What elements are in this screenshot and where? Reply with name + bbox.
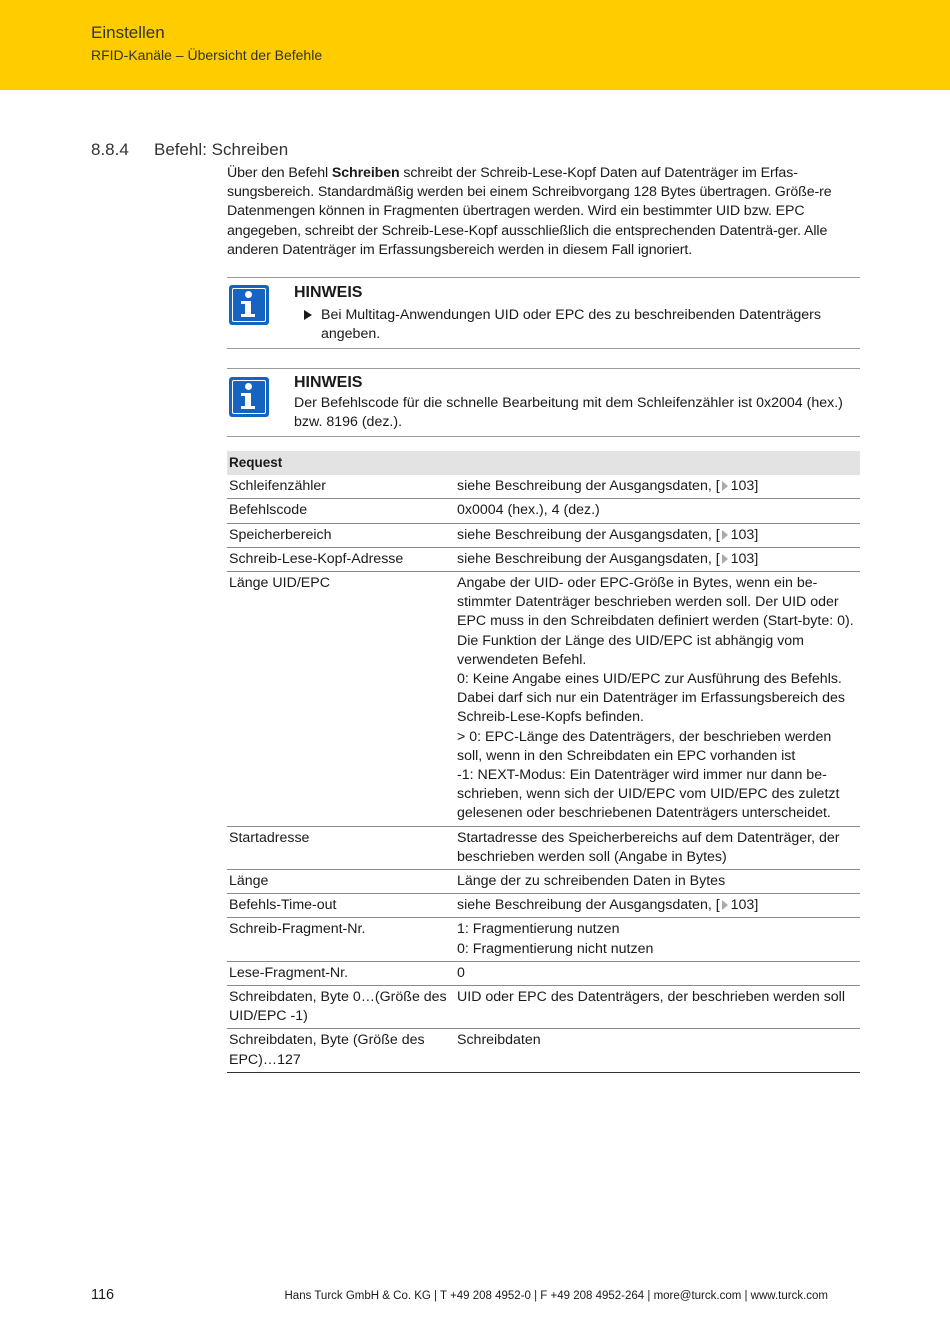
table-header: Request <box>227 451 860 475</box>
row-value-text: siehe Beschreibung der Ausgangsdaten, [ <box>457 550 720 567</box>
page-ref-arrow-icon <box>722 530 728 540</box>
row-value <box>453 499 860 523</box>
row-value-line: 0: Keine Angabe eines UID/EPC zur Ausführung des Befehls. Dabei darf sich nur ein Datenträger im Erfassungsbereich des Schreib-Lese-Kopfs befinden. <box>457 671 845 726</box>
footer-company: Hans Turck GmbH & Co. KG | T +49 208 4952-0 | F +49 208 4952-264 | more@turck.com | www.turck.com <box>284 1290 828 1302</box>
row-value-line: Länge der zu schreibenden Daten in Bytes <box>457 873 726 890</box>
bullet-arrow-icon <box>304 310 312 320</box>
row-label: Schleifenzähler <box>227 475 453 499</box>
row-label: Befehls-Time-out <box>227 894 453 918</box>
row-value-text: siehe Beschreibung der Ausgangsdaten, [ <box>457 897 720 914</box>
page-ref-link[interactable]: 103 <box>730 526 755 543</box>
row-value-line: -1: NEXT-Modus: Ein Datenträger wird immer nur dann be-schrieben, wenn sich der UID/EPC vom UID/EPC des zuletzt gelesenen oder beschriebenen Datenträgers unterscheidet. <box>457 767 840 822</box>
row-value-text: siehe Beschreibung der Ausgangsdaten, [ <box>457 478 720 495</box>
row-value-text: siehe Beschreibung der Ausgangsdaten, [ <box>457 526 720 543</box>
row-label: Startadresse <box>227 826 453 869</box>
row-label: Befehlscode <box>227 499 453 523</box>
intro-pre: Über den Befehl <box>227 165 332 181</box>
row-value-line: Schreibdaten <box>457 1032 541 1049</box>
table-row <box>227 826 860 869</box>
page-ref-link[interactable]: 103 <box>730 550 755 567</box>
row-value <box>453 572 860 827</box>
row-label: Länge <box>227 870 453 894</box>
table-row <box>227 572 860 827</box>
row-value: siehe Beschreibung der Ausgangsdaten, [ 103] <box>453 475 860 499</box>
row-value: siehe Beschreibung der Ausgangsdaten, [ 103] <box>453 894 860 918</box>
page-ref-arrow-icon <box>722 481 728 491</box>
note-box-1 <box>227 277 860 349</box>
intro-post: schreibt der Schreib-Lese-Kopf Daten auf Datenträger im Erfas-sungsbereich. Standardmäßig werden bei einem Schreibvorgang 128 Bytes übertragen. Größe-re Datenmengen können in Fragmenten übertragen werden. Wird ein bestimmter UID bzw. EPC angegeben, schreibt der Schreib-Lese-Kopf ausschließlich die entsprechenden Datenträ-ger. Alle anderen Datenträger im Erfassungsbereich werden in diesem Fall ignoriert. <box>227 165 832 258</box>
info-icon <box>229 377 269 417</box>
row-value <box>453 1029 860 1072</box>
row-value: siehe Beschreibung der Ausgangsdaten, [ 103] <box>453 547 860 571</box>
row-label: Schreibdaten, Byte 0…(Größe des UID/EPC -1) <box>227 986 453 1029</box>
page-number: 116 <box>91 1287 115 1303</box>
row-value-line: 0x0004 (hex.), 4 (dez.) <box>457 502 600 519</box>
note-heading: HINWEIS <box>294 374 363 391</box>
row-label: Länge UID/EPC <box>227 572 453 827</box>
row-value <box>453 826 860 869</box>
intro-bold: Schreiben <box>331 165 400 181</box>
table-row <box>227 918 860 961</box>
row-value-line: 0: Fragmentierung nicht nutzen <box>457 940 654 957</box>
page-ref-link[interactable]: 103 <box>730 897 755 914</box>
row-value-line: 0 <box>457 964 465 981</box>
table-row <box>227 894 860 918</box>
note-box-2 <box>227 368 860 437</box>
page-ref-arrow-icon <box>722 554 728 564</box>
row-label: Schreib-Fragment-Nr. <box>227 918 453 961</box>
row-value: siehe Beschreibung der Ausgangsdaten, [ 103] <box>453 523 860 547</box>
info-icon <box>229 285 269 325</box>
row-value <box>453 870 860 894</box>
row-value-line: Startadresse des Speicherbereichs auf dem Datenträger, der beschrieben werden soll (Angabe in Bytes) <box>457 829 840 865</box>
table-row <box>227 961 860 985</box>
table-row <box>227 475 860 499</box>
table-row <box>227 499 860 523</box>
table-row <box>227 870 860 894</box>
note-text: Der Befehlscode für die schnelle Bearbeitung mit dem Schleifenzähler ist 0x2004 (hex.) bzw. 8196 (dez.). <box>294 395 843 431</box>
header-title: Einstellen <box>91 23 165 42</box>
section-number: 8.8.4 <box>91 140 129 159</box>
row-value <box>453 918 860 961</box>
row-label: Schreibdaten, Byte (Größe des EPC)…127 <box>227 1029 453 1072</box>
table-row <box>227 523 860 547</box>
intro-paragraph <box>227 164 837 260</box>
row-value-line: 1: Fragmentierung nutzen <box>457 921 620 938</box>
row-value <box>453 961 860 985</box>
table-row <box>227 1029 860 1072</box>
page-header <box>0 0 950 90</box>
request-table <box>227 451 860 1073</box>
row-value-line: > 0: EPC-Länge des Datenträgers, der beschrieben werden soll, wenn in den Schreibdaten ein EPC vorhanden ist <box>457 728 832 764</box>
row-label: Lese-Fragment-Nr. <box>227 961 453 985</box>
section-title: Befehl: Schreiben <box>154 140 289 159</box>
row-value-line: Angabe der UID- oder EPC-Größe in Bytes, wenn ein be-stimmter Datenträger beschrieben werden soll. Der UID oder EPC muss in den Schreibdaten definiert werden (Start-byte: 0). Die Funktion der Länge des UID/EPC ist abhängig vom verwendeten Befehl. <box>457 575 854 668</box>
row-value <box>453 986 860 1029</box>
table-row <box>227 986 860 1029</box>
page-ref-link[interactable]: 103 <box>730 478 755 495</box>
note-text: Bei Multitag-Anwendungen UID oder EPC des zu beschreibenden Datenträgers angeben. <box>321 307 822 343</box>
row-value-line: UID oder EPC des Datenträgers, der beschrieben werden soll <box>457 989 845 1006</box>
row-label: Schreib-Lese-Kopf-Adresse <box>227 547 453 571</box>
table-row <box>227 547 860 571</box>
page-ref-arrow-icon <box>722 900 728 910</box>
header-subtitle: RFID-Kanäle – Übersicht der Befehle <box>91 47 323 63</box>
row-label: Speicherbereich <box>227 523 453 547</box>
note-heading: HINWEIS <box>294 284 363 301</box>
table-header-row <box>227 451 860 475</box>
